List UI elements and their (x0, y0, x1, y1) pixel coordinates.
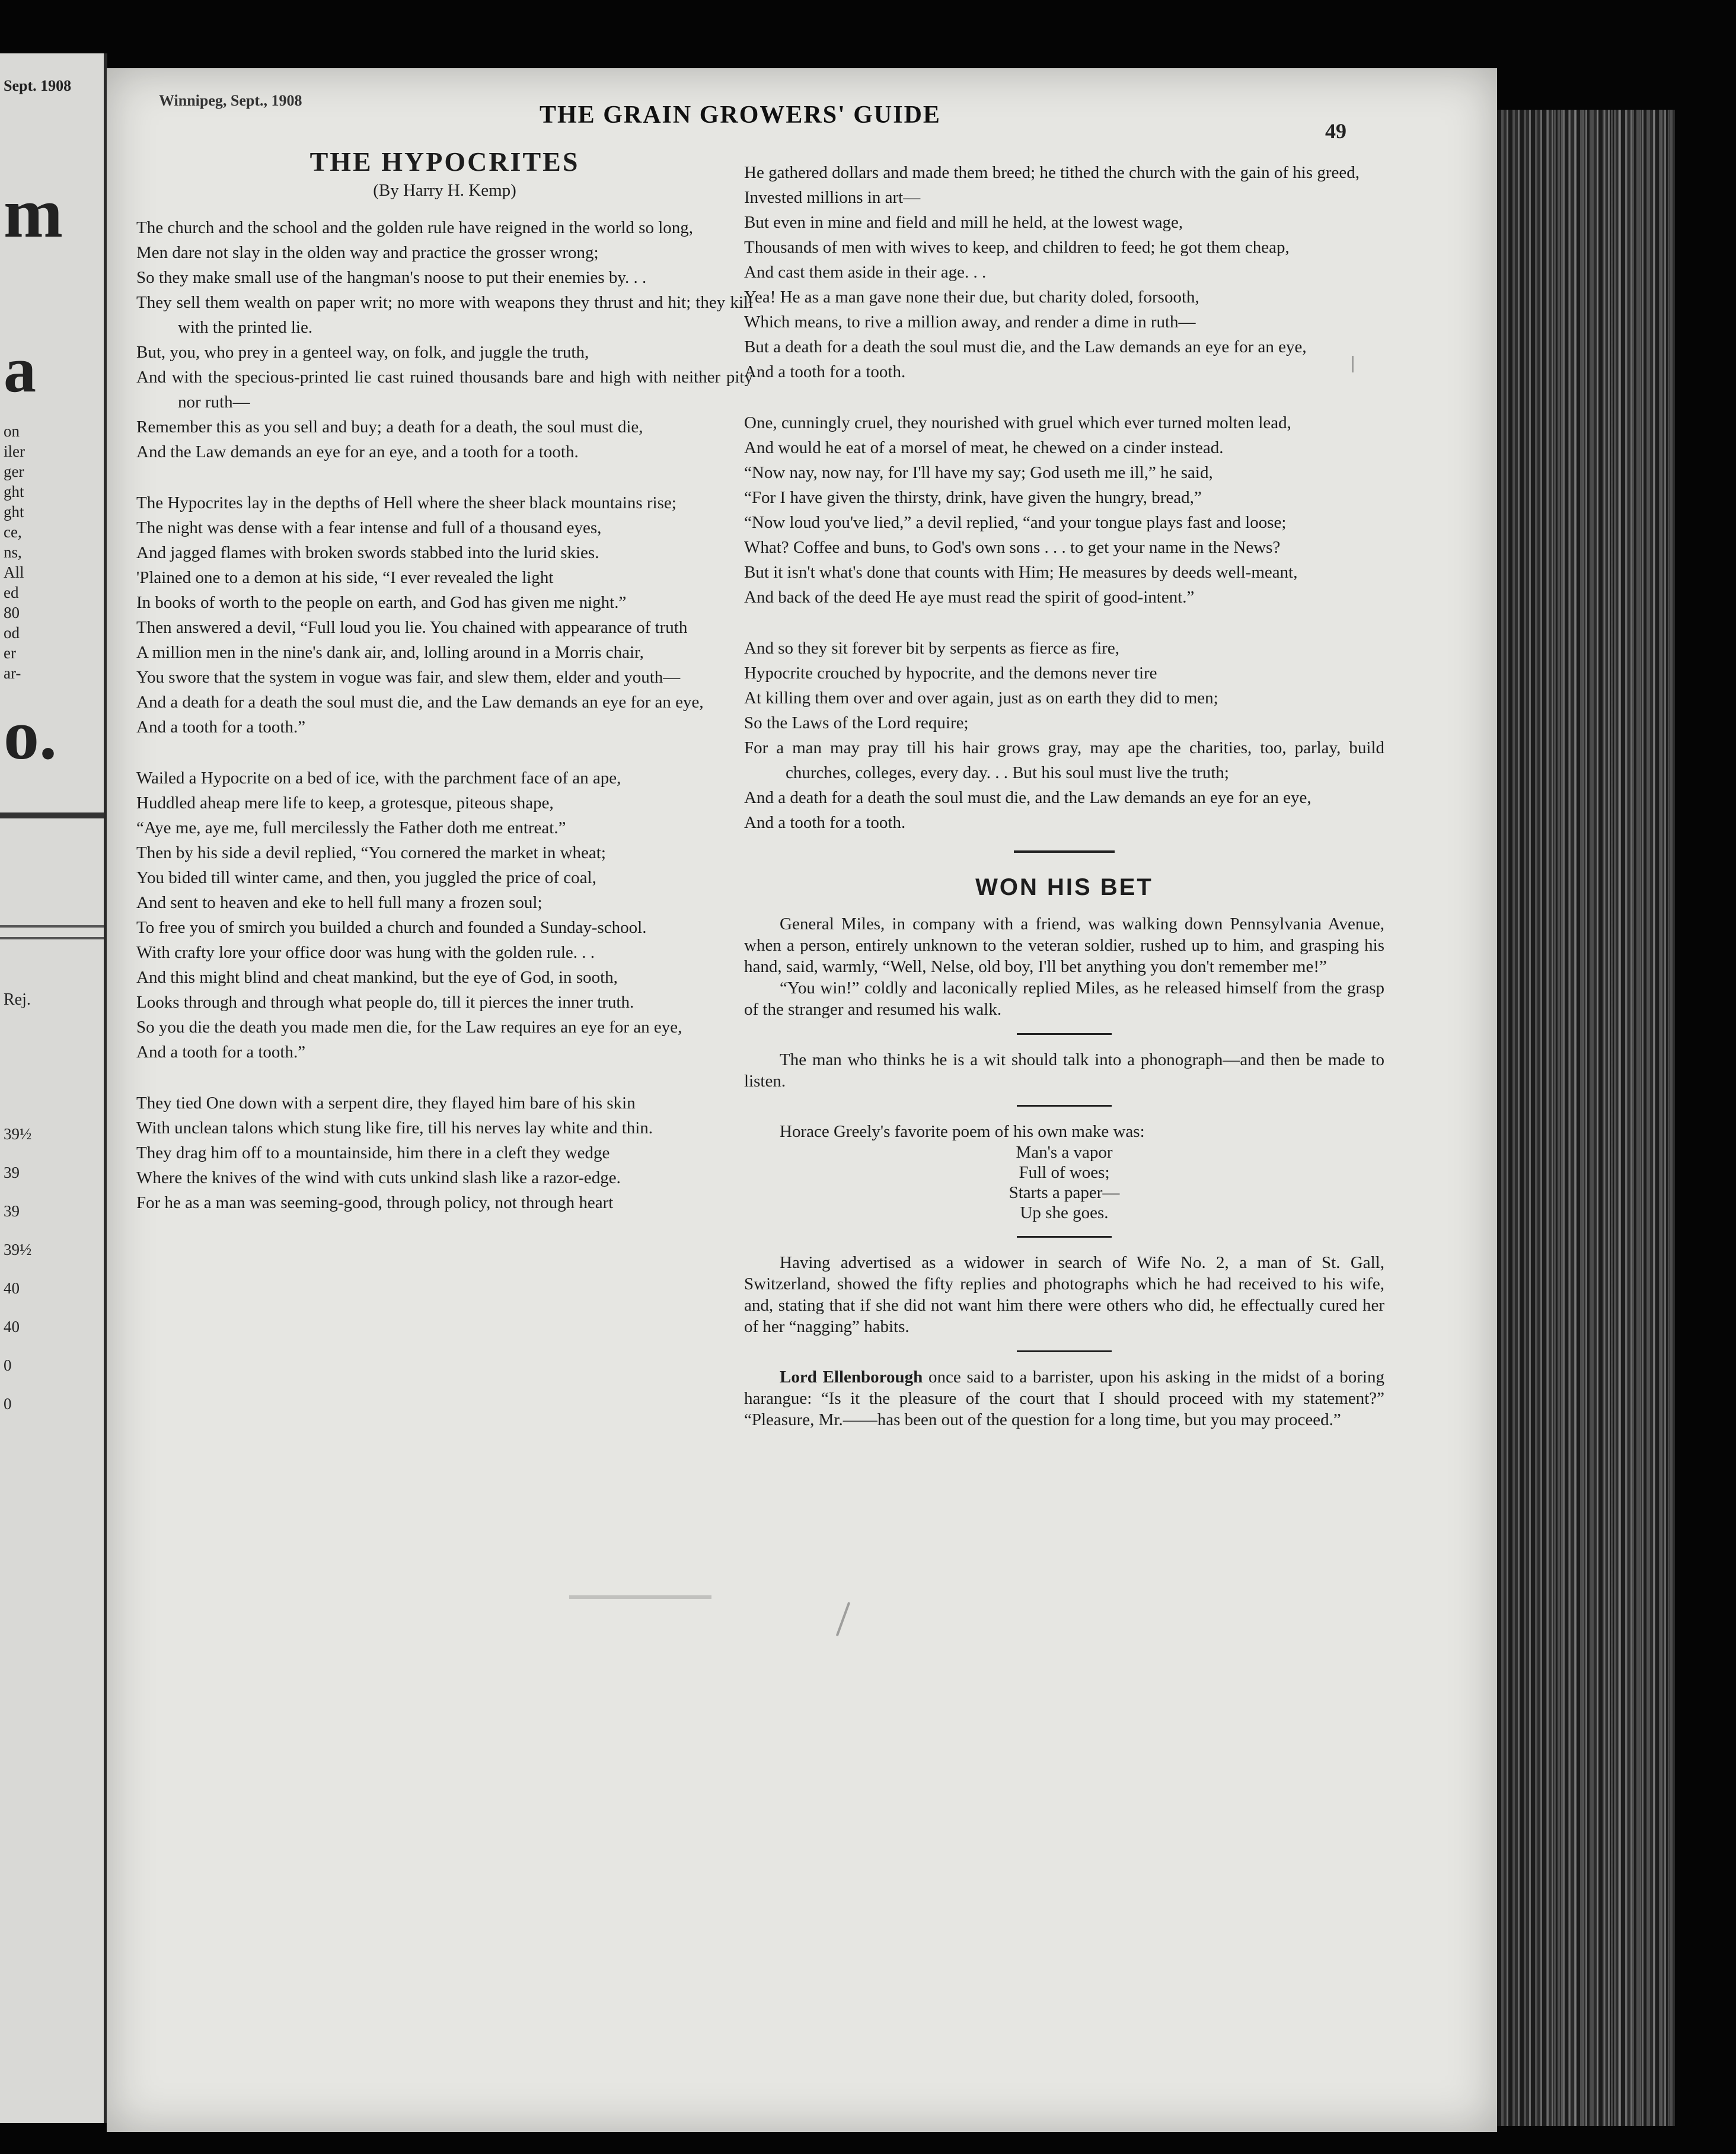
verse-line: And a death for a death the soul must die, and the Law demands an eye for an eye, (744, 788, 1311, 807)
verse-line: And sent to heaven and eke to hell full many a frozen soul; (136, 893, 542, 912)
poem-title: THE HYPOCRITES (309, 146, 580, 177)
verse-line: And a tooth for a tooth.” (136, 1043, 306, 1062)
prev-page-number: 39 (4, 1202, 20, 1220)
verse-line: Huddled aheap mere life to keep, a grotesque, piteous shape, (136, 794, 554, 812)
verse-line: And a tooth for a tooth.” (136, 718, 306, 737)
prev-page-fragment: iler (4, 442, 25, 460)
prev-page-fragment: ed (4, 584, 19, 601)
verse-line: Then answered a devil, “Full loud you lie. You chained with appearance of truth (136, 618, 688, 637)
verse-line: Hypocrite crouched by hypocrite, and the demons never tire (744, 664, 1157, 683)
masthead-title: THE GRAIN GROWERS' GUIDE (540, 101, 941, 129)
film-scratch (569, 1595, 711, 1599)
verse-line: What? Coffee and buns, to God's own sons . . . to get your name in the News? (744, 538, 1281, 557)
verse-line: And a tooth for a tooth. (744, 362, 906, 381)
right-column (744, 160, 1384, 1430)
verse-line: Yea! He as a man gave none their due, but charity doled, forsooth, (744, 288, 1199, 307)
verse-line: To free you of smirch you builded a church and founded a Sunday-school. (136, 918, 647, 937)
verse-line: And so they sit forever bit by serpents as fierce as fire, (744, 639, 1119, 658)
squib-paragraph: The man who thinks he is a wit should talk into a phonograph—and then be made to listen. (744, 1050, 1384, 1091)
verse-line: Thousands of men with wives to keep, and children to feed; he got them cheap, (744, 238, 1290, 257)
verse-line: The church and the school and the golden rule have reigned in the world so long, (136, 218, 694, 237)
prev-page-number: 0 (4, 1395, 12, 1413)
prev-page-letter: o. (4, 695, 57, 774)
prev-page-fragment: ght (4, 483, 24, 501)
previous-page-fragment (0, 53, 107, 2123)
verse-line: And back of the deed He aye must read the spirit of good-intent.” (744, 588, 1195, 607)
section-rule (1017, 1105, 1112, 1107)
squib-text: once said to a barrister, upon his asking in the midst of a boring harangue: “Is it the pleasure of the court that I should proceed with my statement?” “Pleasure, Mr.——has been out of the question for a long time, but you may proceed.” (744, 1368, 1384, 1429)
header-date: Winnipeg, Sept., 1908 (159, 92, 302, 109)
prev-page-rule (0, 812, 104, 818)
verse-line: You bided till winter came, and then, you juggled the price of coal, (136, 868, 596, 887)
greely-poem (744, 1142, 1384, 1223)
prev-page-number: 0 (4, 1356, 12, 1374)
verse-line: The night was dense with a fear intense and full of a thousand eyes, (136, 518, 602, 537)
verse-line: “Now loud you've lied,” a devil replied, “and your tongue plays fast and loose; (744, 513, 1287, 532)
book-page-edges-highlight (1542, 110, 1672, 2126)
prev-page-fragment: ght (4, 503, 24, 521)
prev-page-fragment: 80 (4, 604, 20, 622)
prev-page-numbers (4, 1115, 31, 1423)
poem-line: Up she goes. (1020, 1203, 1109, 1222)
verse-line: But a death for a death the soul must die, and the Law demands an eye for an eye, (744, 337, 1307, 356)
poem-stanza (136, 215, 753, 464)
squib-greely (744, 1121, 1384, 1142)
article-body (744, 913, 1384, 1020)
film-scratch (1352, 356, 1354, 372)
prev-page-number: 40 (4, 1279, 20, 1297)
verse-line: So you die the death you made men die, for the Law requires an eye for an eye, (136, 1018, 682, 1037)
prev-page-fragment: od (4, 624, 20, 642)
prev-page-rule (0, 937, 104, 939)
verse-line: “Now nay, now nay, for I'll have my say; God useth me ill,” he said, (744, 463, 1213, 482)
verse-line: But even in mine and field and mill he held, at the lowest wage, (744, 213, 1183, 232)
squib-ellenborough (744, 1366, 1384, 1430)
prev-page-fragment: ger (4, 463, 24, 480)
poem-stanza (136, 1091, 753, 1215)
poem-stanza (744, 636, 1384, 835)
verse-line: In books of worth to the people on earth, and God has given me night.” (136, 593, 627, 612)
left-column (136, 145, 753, 1241)
prev-page-number: 39½ (4, 1125, 32, 1143)
page-number: 49 (1325, 119, 1346, 143)
prev-page-letter: a (4, 333, 36, 406)
verse-line: And cast them aside in their age. . . (744, 263, 987, 282)
section-rule (1014, 850, 1115, 853)
verse-line: “Aye me, aye me, full mercilessly the Father doth me entreat.” (136, 818, 566, 837)
verse-line: And a death for a death the soul must die, and the Law demands an eye for an eye, (136, 693, 704, 712)
section-rule (1017, 1033, 1112, 1035)
verse-line: Which means, to rive a million away, and render a dime in ruth— (744, 313, 1196, 332)
prev-page-number: 39 (4, 1164, 20, 1181)
prev-page-number: 39½ (4, 1241, 32, 1258)
article-title: WON HIS BET (975, 874, 1153, 900)
verse-line: One, cunningly cruel, they nourished with gruel which ever turned molten lead, (744, 413, 1291, 432)
verse-line: And a tooth for a tooth. (744, 813, 906, 832)
verse-line: Invested millions in art— (744, 188, 921, 207)
poem-byline: (By Harry H. Kemp) (373, 181, 516, 200)
squib-paragraph: Horace Greely's favorite poem of his own make was: (780, 1122, 1145, 1141)
prev-page-fragment: ce, (4, 523, 22, 541)
squib-paragraph (744, 1366, 1384, 1430)
poem-stanza (136, 766, 753, 1065)
verse-line: They tied One down with a serpent dire, they flayed him bare of his skin (136, 1094, 636, 1113)
verse-line: For a man may pray till his hair grows gray, may ape the charities, too, parlay, build churches, colleges, every day. . . But his soul must live the truth; (744, 738, 1384, 782)
article-paragraph: “You win!” coldly and laconically replied Miles, as he released himself from the grasp of the stranger and resumed his walk. (744, 979, 1384, 1019)
prev-page-fragment: on (4, 422, 20, 440)
squib-widower (744, 1252, 1384, 1337)
verse-line: A million men in the nine's dank air, and, lolling around in a Morris chair, (136, 643, 644, 662)
prev-page-fragment: ar- (4, 664, 21, 682)
verse-line: So they make small use of the hangman's noose to put their enemies by. . . (136, 268, 647, 287)
verse-line: They sell them wealth on paper writ; no more with weapons they thrust and hit; they kill with the printed lie. (136, 293, 753, 337)
poem-line: Starts a paper— (1009, 1183, 1120, 1202)
prev-page-letter: m (4, 173, 63, 252)
verse-line: At killing them over and over again, just as on earth they did to men; (744, 689, 1218, 708)
section-rule (1017, 1350, 1112, 1352)
verse-line: “For I have given the thirsty, drink, have given the hungry, bread,” (744, 488, 1202, 507)
squib-paragraph: Having advertised as a widower in search of Wife No. 2, a man of St. Gall, Switzerland, showed the fifty replies and photographs which he had received to his wife, and, stating that if she did not want him there were others who did, he effectually cured her of her “nagging” habits. (744, 1253, 1384, 1336)
prev-page-date: Sept. 1908 (4, 77, 72, 94)
prev-page-number: 40 (4, 1318, 20, 1336)
verse-line: Where the knives of the wind with cuts unkind slash like a razor-edge. (136, 1168, 621, 1187)
verse-line: So the Laws of the Lord require; (744, 713, 969, 732)
verse-line: For he as a man was seeming-good, through policy, not through heart (136, 1193, 614, 1212)
poem-stanza (136, 490, 753, 740)
verse-line: And with the specious-printed lie cast ruined thousands bare and high with neither pity nor ruth— (136, 368, 753, 412)
verse-line: Men dare not slay in the olden way and practice the grosser wrong; (136, 243, 599, 262)
prev-page-fragment: All (4, 563, 24, 581)
verse-line: The Hypocrites lay in the depths of Hell where the sheer black mountains rise; (136, 493, 676, 512)
squib-name: Lord Ellenborough (780, 1368, 923, 1387)
verse-line: But, you, who prey in a genteel way, on folk, and juggle the truth, (136, 343, 589, 362)
squib-wit (744, 1049, 1384, 1092)
verse-line: 'Plained one to a demon at his side, “I ever revealed the light (136, 568, 554, 587)
poem-stanza (744, 160, 1384, 384)
verse-line: With crafty lore your office door was hung with the golden rule. . . (136, 943, 595, 962)
article-paragraph: General Miles, in company with a friend, was walking down Pennsylvania Avenue, when a person, entirely unknown to the veteran soldier, rushed up to him, and grasping his hand, said, warmly, “Well, Nelse, old boy, I'll bet anything you don't remember me!” (744, 915, 1384, 976)
verse-line: Looks through and through what people do, till it pierces the inner truth. (136, 993, 634, 1012)
verse-line: You swore that the system in vogue was fair, and slew them, elder and youth— (136, 668, 681, 687)
section-rule (1017, 1236, 1112, 1238)
prev-page-fragment: er (4, 644, 16, 662)
prev-page-fragments (4, 421, 25, 683)
poem-stanza (744, 410, 1384, 610)
verse-line: And this might blind and cheat mankind, but the eye of God, in sooth, (136, 968, 618, 987)
verse-line: And would he eat of a morsel of meat, he chewed on a cinder instead. (744, 438, 1224, 457)
verse-line: Remember this as you sell and buy; a death for a death, the soul must die, (136, 418, 643, 436)
verse-line: Wailed a Hypocrite on a bed of ice, with the parchment face of an ape, (136, 769, 621, 788)
verse-line: With unclean talons which stung like fire, till his nerves lay white and thin. (136, 1119, 653, 1137)
verse-line: Then by his side a devil replied, “You cornered the market in wheat; (136, 843, 606, 862)
verse-line: And the Law demands an eye for an eye, and a tooth for a tooth. (136, 442, 579, 461)
prev-page-fragment: ns, (4, 543, 22, 561)
poem-line: Full of woes; (1019, 1163, 1110, 1182)
verse-line: They drag him off to a mountainside, him there in a cleft they wedge (136, 1143, 610, 1162)
prev-page-rule (0, 925, 104, 928)
verse-line: But it isn't what's done that counts with Him; He measures by deeds well-meant, (744, 563, 1298, 582)
prev-page-rej: Rej. (4, 990, 31, 1009)
poem-line: Man's a vapor (1016, 1143, 1113, 1162)
verse-line: And jagged flames with broken swords stabbed into the lurid skies. (136, 543, 599, 562)
verse-line: He gathered dollars and made them breed; he tithed the church with the gain of his greed, (744, 163, 1360, 182)
